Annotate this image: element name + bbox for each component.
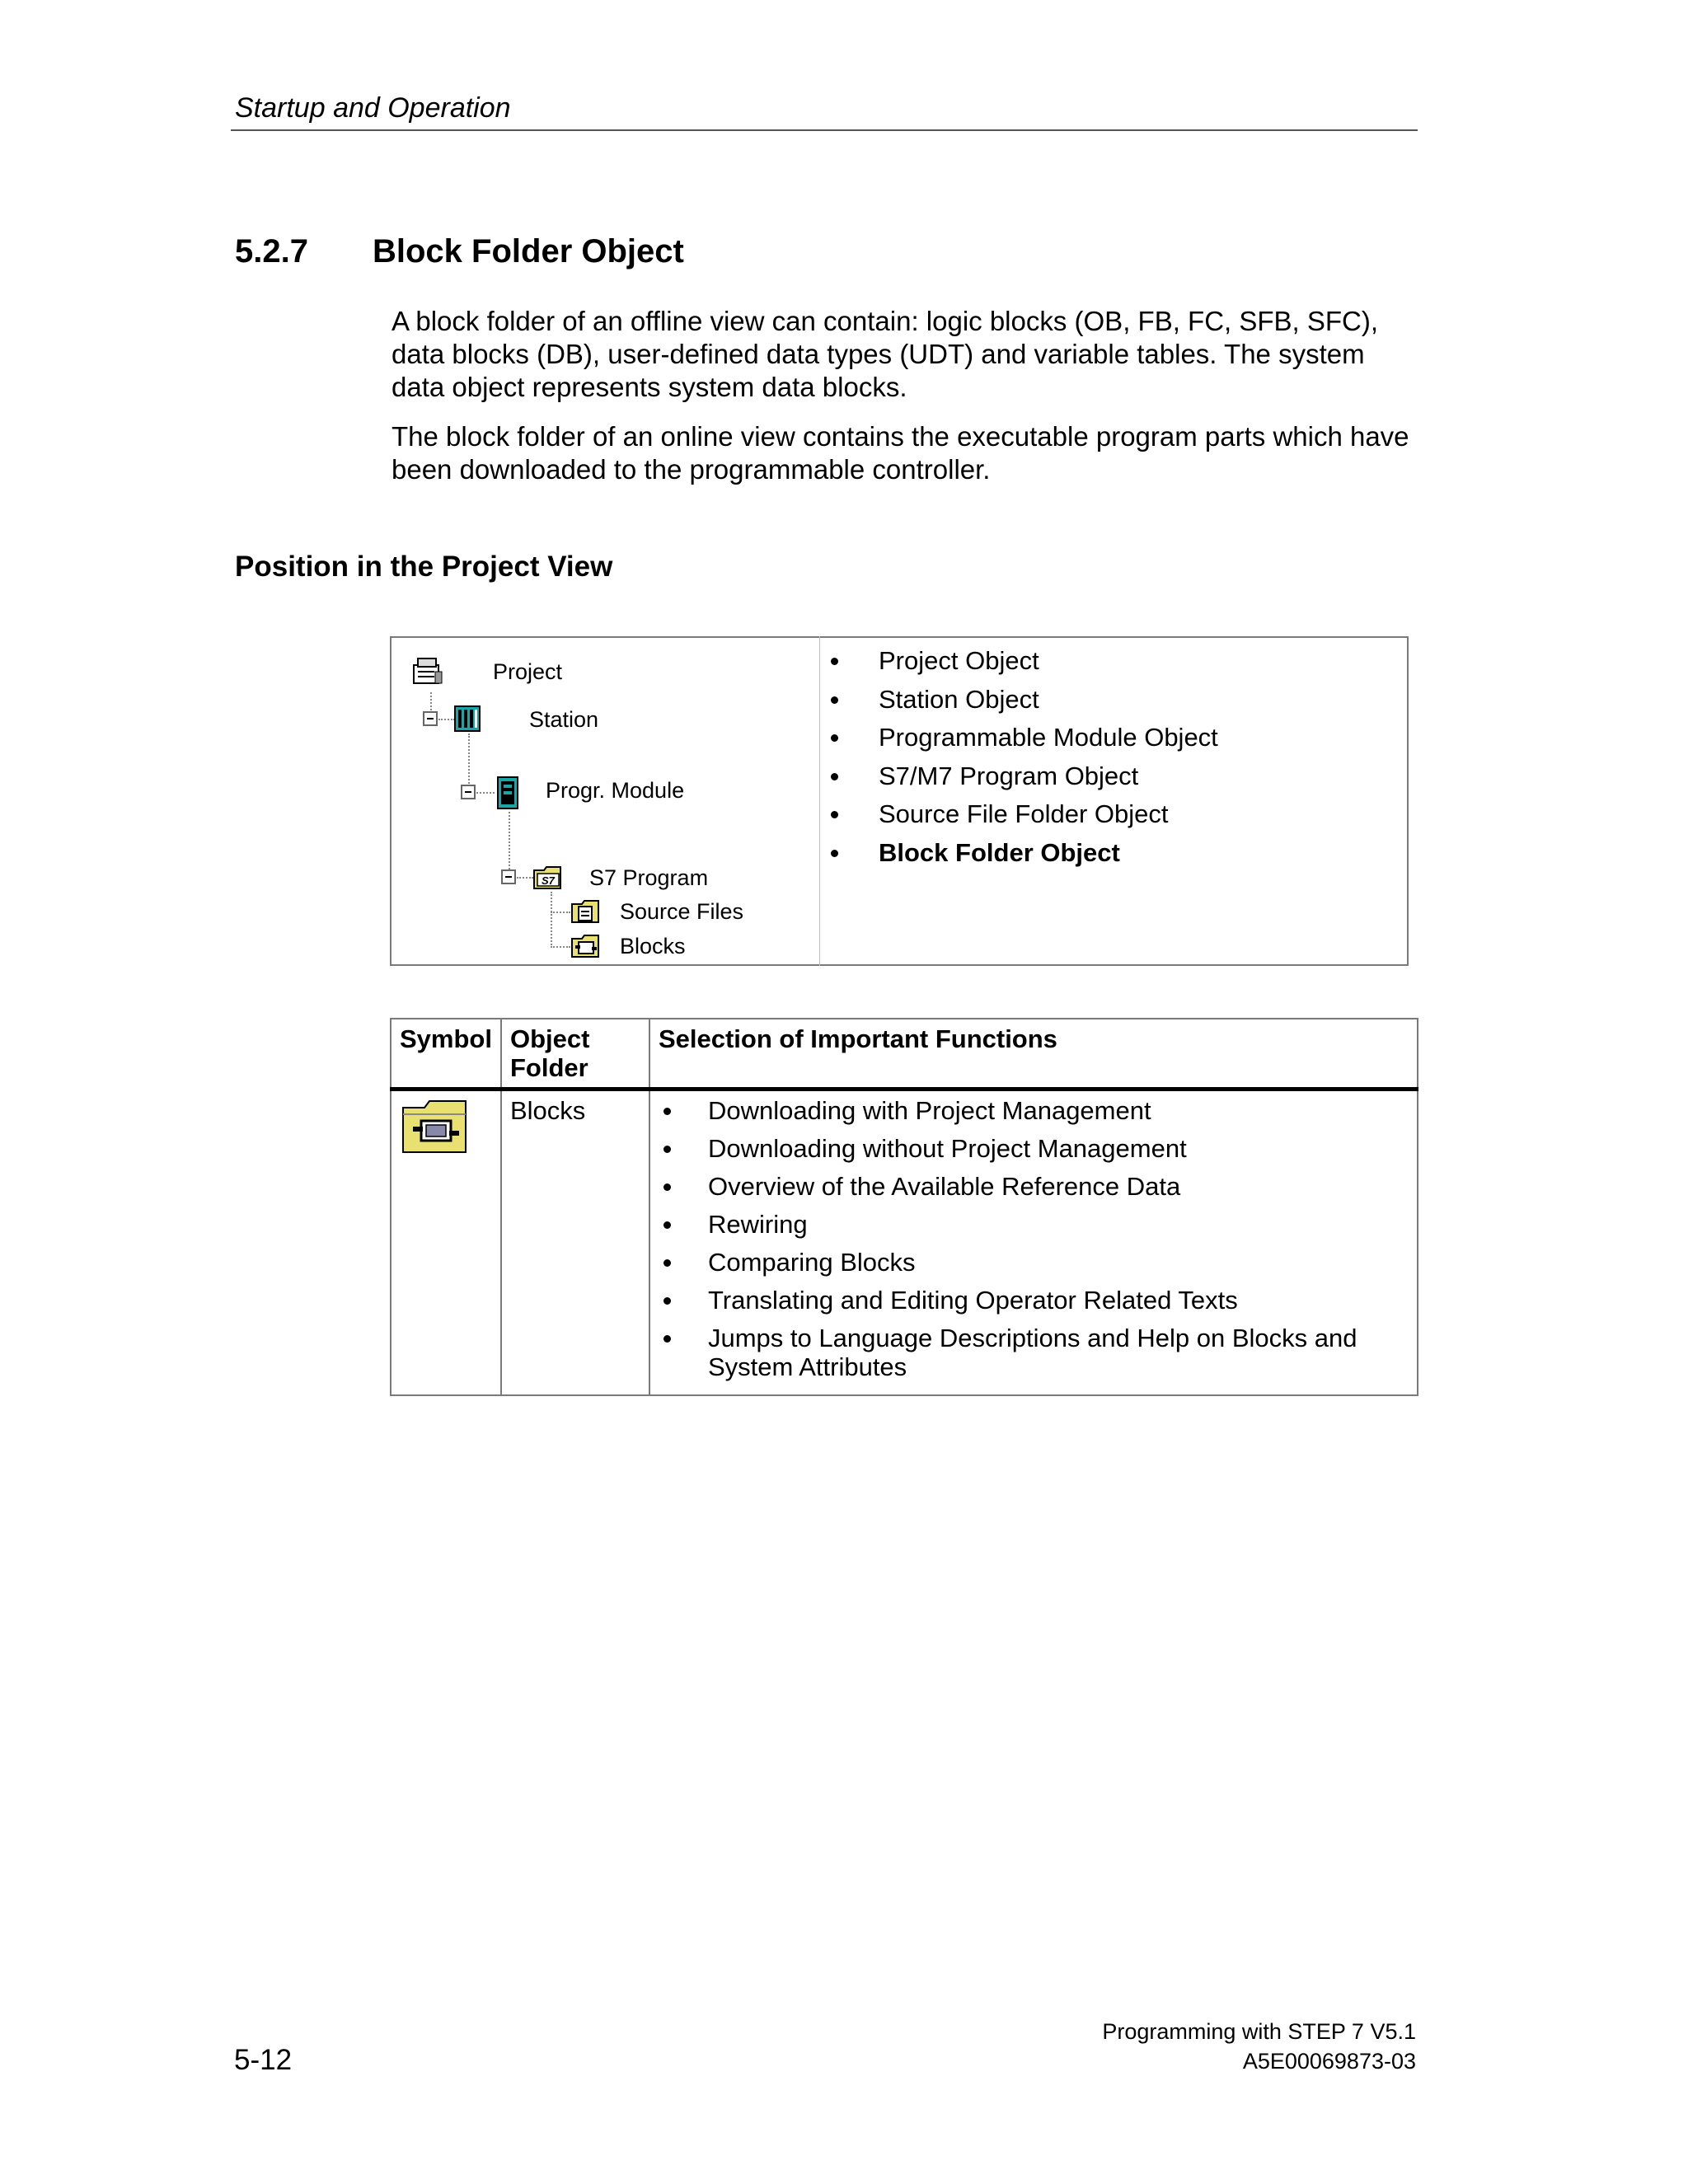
collapse-icon[interactable] bbox=[461, 785, 476, 799]
tree-module-label[interactable]: Progr. Module bbox=[546, 778, 685, 803]
footer-title: Programming with STEP 7 V5.1 bbox=[1102, 2019, 1416, 2044]
list-item: Overview of the Available Reference Data bbox=[659, 1172, 1409, 1202]
tree-source-files-label[interactable]: Source Files bbox=[620, 899, 744, 924]
object-functions-table bbox=[390, 1018, 1418, 1396]
list-item: Translating and Editing Operator Related Texts bbox=[659, 1286, 1409, 1315]
list-item: Project Object bbox=[824, 644, 1218, 683]
header-rule bbox=[231, 129, 1418, 131]
tree-program-label[interactable]: S7 Program bbox=[589, 865, 709, 890]
program-folder-icon bbox=[532, 865, 564, 890]
header-object-folder: Object Folder bbox=[501, 1019, 649, 1090]
object-folder-cell: Blocks bbox=[501, 1090, 649, 1396]
blocks-folder-icon bbox=[570, 934, 602, 958]
tree-connector bbox=[509, 812, 510, 869]
list-item: Downloading without Project Management bbox=[659, 1134, 1409, 1164]
list-item-current: Block Folder Object bbox=[824, 837, 1218, 875]
blocks-folder-icon bbox=[400, 1096, 469, 1155]
paragraph: A block folder of an offline view can contain: logic blocks (OB, FB, FC, SFB, SFC), data blocks (DB), user-defined data types (UDT) and variable tables. The system data object represents system data blocks. bbox=[392, 306, 1379, 402]
paragraph: The block folder of an online view contains the executable program parts which have been downloaded to the programmable controller. bbox=[392, 421, 1409, 485]
tree-connector bbox=[476, 792, 495, 794]
tree-connector bbox=[517, 877, 533, 879]
footer-code: A5E00069873-03 bbox=[1242, 2049, 1416, 2074]
header-symbol: Symbol bbox=[391, 1019, 501, 1090]
table-row bbox=[391, 1090, 1418, 1396]
collapse-icon[interactable] bbox=[501, 869, 516, 884]
tree-station-label[interactable]: Station bbox=[529, 707, 599, 732]
page-number: 5-12 bbox=[234, 2044, 293, 2076]
list-item: Comparing Blocks bbox=[659, 1248, 1409, 1277]
header-functions: Selection of Important Functions bbox=[649, 1019, 1418, 1090]
symbol-cell bbox=[391, 1090, 501, 1396]
list-item: S7/M7 Program Object bbox=[824, 760, 1218, 799]
section-title: Block Folder Object bbox=[373, 233, 684, 269]
collapse-icon[interactable] bbox=[423, 711, 438, 726]
list-item: Jumps to Language Descriptions and Help on Blocks and System Attributes bbox=[659, 1324, 1409, 1381]
tree-connector bbox=[551, 946, 570, 948]
tree-connector bbox=[551, 912, 570, 913]
running-header: Startup and Operation bbox=[235, 92, 511, 124]
list-item: Station Object bbox=[824, 683, 1218, 722]
svg-text:S7: S7 bbox=[542, 874, 555, 887]
tree-connector bbox=[468, 733, 470, 786]
functions-list bbox=[659, 1096, 1409, 1381]
section-number: 5.2.7 bbox=[235, 233, 308, 269]
list-item: Downloading with Project Management bbox=[659, 1096, 1409, 1126]
station-icon bbox=[454, 705, 481, 732]
project-view-divider bbox=[819, 636, 820, 966]
tree-project-label[interactable]: Project bbox=[493, 659, 563, 684]
project-icon bbox=[410, 655, 445, 688]
list-item: Programmable Module Object bbox=[824, 721, 1218, 760]
list-item: Source File Folder Object bbox=[824, 798, 1218, 837]
tree-connector bbox=[438, 719, 455, 720]
subheading: Position in the Project View bbox=[235, 551, 613, 583]
source-files-icon bbox=[570, 899, 602, 924]
module-icon bbox=[496, 776, 519, 809]
tree-blocks-label[interactable]: Blocks bbox=[620, 934, 686, 958]
object-hierarchy-list bbox=[824, 644, 1218, 874]
list-item: Rewiring bbox=[659, 1210, 1409, 1240]
functions-cell bbox=[649, 1090, 1418, 1396]
tree-connector bbox=[551, 892, 552, 948]
